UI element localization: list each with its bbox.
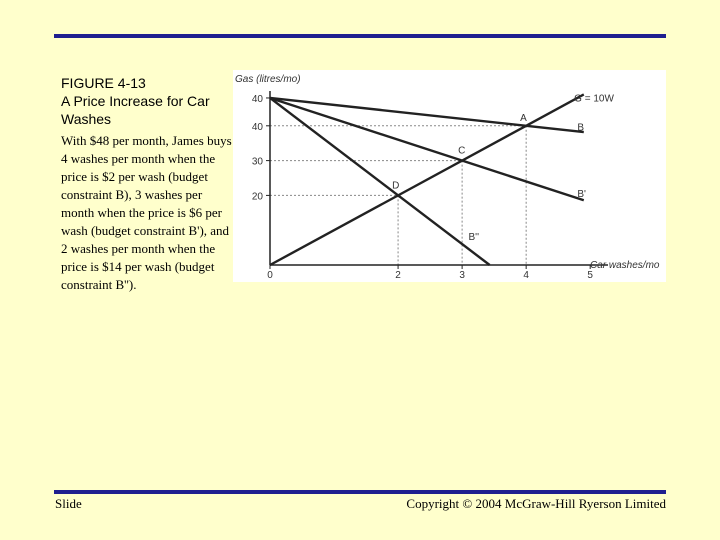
figure-title: A Price Increase for Car Washes bbox=[61, 93, 210, 127]
y-tick-label: 30 bbox=[251, 156, 263, 168]
series-line bbox=[270, 94, 584, 265]
copyright-notice: Copyright © 2004 McGraw-Hill Ryerson Limited bbox=[406, 496, 666, 511]
point-label: C bbox=[458, 145, 466, 157]
series-label: G = 10W bbox=[574, 93, 614, 105]
point-label: D bbox=[392, 180, 400, 192]
slide-label: Slide bbox=[55, 496, 82, 511]
series-line bbox=[270, 98, 584, 132]
figure-caption bbox=[61, 74, 236, 294]
x-tick-label: 5 bbox=[587, 270, 593, 281]
figure-description: With $48 per month, James buys 4 washes per month when the price is $2 per wash (budget constraint B), 3 washes per month when the price is $6 per wash (budget constraint B'), and 2 washes per month when the price is $14 per wash (budget constraint B''). bbox=[61, 133, 232, 292]
x-tick-label: 0 bbox=[267, 270, 273, 281]
y-tick-label: 40 bbox=[251, 121, 263, 133]
point-label: A bbox=[520, 112, 527, 124]
x-axis-title: Car washes/mo bbox=[590, 260, 660, 271]
budget-constraint-chart bbox=[233, 70, 666, 282]
y-axis-title: Gas (litres/mo) bbox=[235, 74, 301, 85]
series-line bbox=[270, 98, 490, 265]
x-tick-label: 3 bbox=[459, 270, 465, 281]
y-tick-label: 20 bbox=[251, 191, 263, 203]
y-tick-label: 40 bbox=[251, 93, 263, 105]
x-tick-label: 2 bbox=[395, 270, 401, 281]
series-label: B' bbox=[577, 189, 586, 201]
x-tick-label: 4 bbox=[523, 270, 529, 281]
top-rule bbox=[54, 34, 666, 38]
series-label: B bbox=[577, 122, 585, 134]
bottom-rule bbox=[54, 490, 666, 494]
series-lines bbox=[270, 94, 584, 265]
series-line bbox=[270, 98, 584, 200]
figure-number: FIGURE 4-13 bbox=[61, 75, 146, 91]
series-label: B'' bbox=[468, 231, 480, 243]
